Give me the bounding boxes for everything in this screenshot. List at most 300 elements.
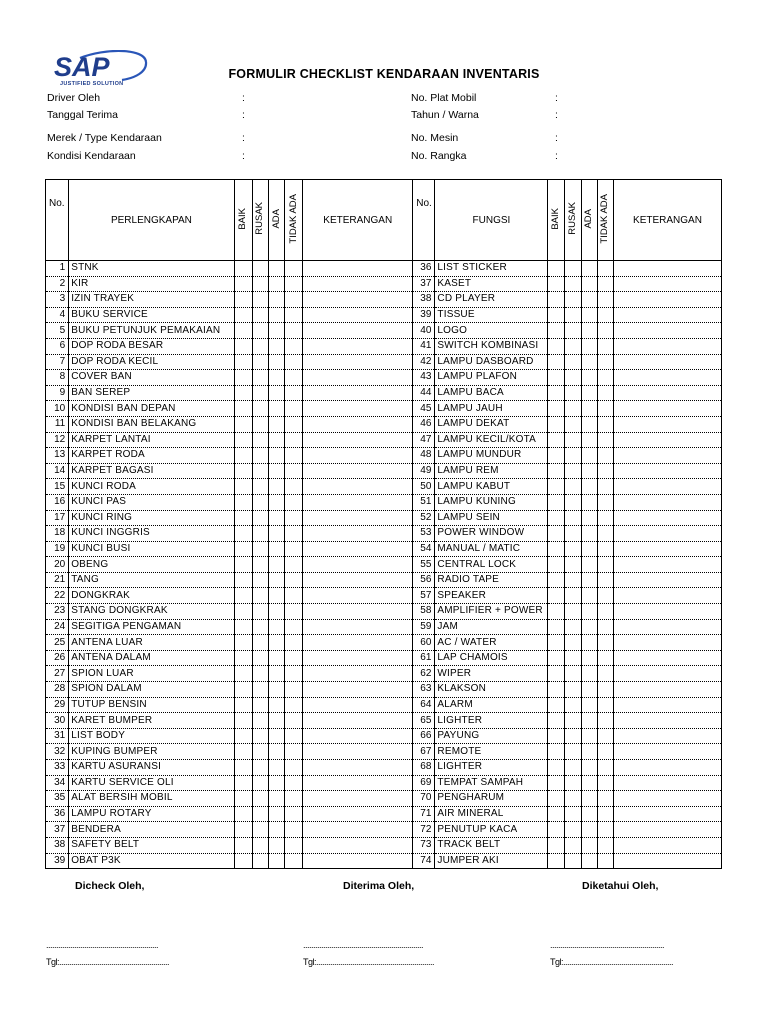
rusak-cell-left[interactable] xyxy=(252,853,268,869)
rusak-cell-left[interactable] xyxy=(252,682,268,698)
ada-cell-left[interactable] xyxy=(268,385,284,401)
keterangan-cell-right[interactable] xyxy=(613,338,721,354)
rusak-cell-left[interactable] xyxy=(252,510,268,526)
baik-cell-right[interactable] xyxy=(548,401,564,417)
tidak-ada-cell-left[interactable] xyxy=(285,541,303,557)
keterangan-cell-right[interactable] xyxy=(613,682,721,698)
tidak-ada-cell-right[interactable] xyxy=(597,354,613,370)
baik-cell-right[interactable] xyxy=(548,276,564,292)
keterangan-cell-right[interactable] xyxy=(613,541,721,557)
tidak-ada-cell-left[interactable] xyxy=(285,416,303,432)
keterangan-cell-left[interactable] xyxy=(303,338,413,354)
ada-cell-right[interactable] xyxy=(581,650,597,666)
baik-cell-left[interactable] xyxy=(234,448,252,464)
keterangan-cell-left[interactable] xyxy=(303,775,413,791)
keterangan-cell-right[interactable] xyxy=(613,837,721,853)
keterangan-cell-left[interactable] xyxy=(303,557,413,573)
rusak-cell-left[interactable] xyxy=(252,432,268,448)
rusak-cell-left[interactable] xyxy=(252,479,268,495)
rusak-cell-left[interactable] xyxy=(252,728,268,744)
baik-cell-right[interactable] xyxy=(548,760,564,776)
ada-cell-left[interactable] xyxy=(268,760,284,776)
baik-cell-right[interactable] xyxy=(548,479,564,495)
rusak-cell-right[interactable] xyxy=(564,728,581,744)
ada-cell-left[interactable] xyxy=(268,822,284,838)
ada-cell-right[interactable] xyxy=(581,619,597,635)
baik-cell-right[interactable] xyxy=(548,666,564,682)
keterangan-cell-right[interactable] xyxy=(613,713,721,729)
baik-cell-left[interactable] xyxy=(234,806,252,822)
keterangan-cell-right[interactable] xyxy=(613,370,721,386)
ada-cell-left[interactable] xyxy=(268,541,284,557)
ada-cell-right[interactable] xyxy=(581,744,597,760)
rusak-cell-right[interactable] xyxy=(564,557,581,573)
baik-cell-right[interactable] xyxy=(548,619,564,635)
keterangan-cell-left[interactable] xyxy=(303,744,413,760)
rusak-cell-left[interactable] xyxy=(252,416,268,432)
ada-cell-left[interactable] xyxy=(268,619,284,635)
ada-cell-right[interactable] xyxy=(581,276,597,292)
keterangan-cell-left[interactable] xyxy=(303,728,413,744)
tidak-ada-cell-right[interactable] xyxy=(597,588,613,604)
keterangan-cell-left[interactable] xyxy=(303,650,413,666)
tidak-ada-cell-right[interactable] xyxy=(597,292,613,308)
keterangan-cell-left[interactable] xyxy=(303,541,413,557)
tidak-ada-cell-left[interactable] xyxy=(285,728,303,744)
ada-cell-left[interactable] xyxy=(268,713,284,729)
rusak-cell-left[interactable] xyxy=(252,307,268,323)
ada-cell-left[interactable] xyxy=(268,635,284,651)
rusak-cell-left[interactable] xyxy=(252,806,268,822)
tidak-ada-cell-right[interactable] xyxy=(597,338,613,354)
ada-cell-right[interactable] xyxy=(581,510,597,526)
baik-cell-left[interactable] xyxy=(234,323,252,339)
baik-cell-right[interactable] xyxy=(548,713,564,729)
tidak-ada-cell-right[interactable] xyxy=(597,650,613,666)
rusak-cell-left[interactable] xyxy=(252,572,268,588)
tidak-ada-cell-right[interactable] xyxy=(597,385,613,401)
tidak-ada-cell-left[interactable] xyxy=(285,261,303,277)
keterangan-cell-right[interactable] xyxy=(613,416,721,432)
baik-cell-right[interactable] xyxy=(548,650,564,666)
rusak-cell-right[interactable] xyxy=(564,479,581,495)
tidak-ada-cell-right[interactable] xyxy=(597,713,613,729)
rusak-cell-right[interactable] xyxy=(564,385,581,401)
ada-cell-right[interactable] xyxy=(581,370,597,386)
baik-cell-right[interactable] xyxy=(548,463,564,479)
tidak-ada-cell-left[interactable] xyxy=(285,853,303,869)
baik-cell-right[interactable] xyxy=(548,697,564,713)
baik-cell-left[interactable] xyxy=(234,697,252,713)
rusak-cell-right[interactable] xyxy=(564,775,581,791)
ada-cell-left[interactable] xyxy=(268,791,284,807)
tidak-ada-cell-right[interactable] xyxy=(597,479,613,495)
baik-cell-left[interactable] xyxy=(234,307,252,323)
ada-cell-right[interactable] xyxy=(581,401,597,417)
tidak-ada-cell-left[interactable] xyxy=(285,494,303,510)
rusak-cell-left[interactable] xyxy=(252,822,268,838)
baik-cell-left[interactable] xyxy=(234,385,252,401)
ada-cell-right[interactable] xyxy=(581,448,597,464)
tidak-ada-cell-right[interactable] xyxy=(597,666,613,682)
tidak-ada-cell-right[interactable] xyxy=(597,494,613,510)
ada-cell-left[interactable] xyxy=(268,416,284,432)
baik-cell-left[interactable] xyxy=(234,853,252,869)
ada-cell-left[interactable] xyxy=(268,338,284,354)
rusak-cell-right[interactable] xyxy=(564,261,581,277)
tidak-ada-cell-left[interactable] xyxy=(285,385,303,401)
rusak-cell-left[interactable] xyxy=(252,323,268,339)
ada-cell-left[interactable] xyxy=(268,370,284,386)
tidak-ada-cell-right[interactable] xyxy=(597,541,613,557)
tidak-ada-cell-right[interactable] xyxy=(597,432,613,448)
baik-cell-right[interactable] xyxy=(548,292,564,308)
rusak-cell-right[interactable] xyxy=(564,744,581,760)
ada-cell-right[interactable] xyxy=(581,853,597,869)
tidak-ada-cell-left[interactable] xyxy=(285,744,303,760)
keterangan-cell-left[interactable] xyxy=(303,682,413,698)
ada-cell-right[interactable] xyxy=(581,760,597,776)
rusak-cell-right[interactable] xyxy=(564,791,581,807)
tidak-ada-cell-left[interactable] xyxy=(285,619,303,635)
tidak-ada-cell-right[interactable] xyxy=(597,323,613,339)
rusak-cell-right[interactable] xyxy=(564,338,581,354)
keterangan-cell-left[interactable] xyxy=(303,432,413,448)
keterangan-cell-left[interactable] xyxy=(303,853,413,869)
keterangan-cell-right[interactable] xyxy=(613,448,721,464)
baik-cell-right[interactable] xyxy=(548,837,564,853)
rusak-cell-right[interactable] xyxy=(564,526,581,542)
keterangan-cell-left[interactable] xyxy=(303,822,413,838)
baik-cell-left[interactable] xyxy=(234,604,252,620)
baik-cell-left[interactable] xyxy=(234,572,252,588)
baik-cell-left[interactable] xyxy=(234,666,252,682)
tidak-ada-cell-left[interactable] xyxy=(285,791,303,807)
ada-cell-left[interactable] xyxy=(268,463,284,479)
diterima-date-line[interactable]: Tgl:........................................................... xyxy=(303,957,435,967)
rusak-cell-right[interactable] xyxy=(564,448,581,464)
rusak-cell-right[interactable] xyxy=(564,401,581,417)
keterangan-cell-left[interactable] xyxy=(303,323,413,339)
rusak-cell-right[interactable] xyxy=(564,541,581,557)
baik-cell-left[interactable] xyxy=(234,588,252,604)
tidak-ada-cell-right[interactable] xyxy=(597,448,613,464)
ada-cell-left[interactable] xyxy=(268,354,284,370)
baik-cell-left[interactable] xyxy=(234,526,252,542)
keterangan-cell-left[interactable] xyxy=(303,635,413,651)
rusak-cell-left[interactable] xyxy=(252,526,268,542)
tidak-ada-cell-right[interactable] xyxy=(597,526,613,542)
rusak-cell-left[interactable] xyxy=(252,619,268,635)
rusak-cell-right[interactable] xyxy=(564,370,581,386)
baik-cell-left[interactable] xyxy=(234,635,252,651)
keterangan-cell-left[interactable] xyxy=(303,510,413,526)
ada-cell-right[interactable] xyxy=(581,604,597,620)
tidak-ada-cell-left[interactable] xyxy=(285,837,303,853)
tidak-ada-cell-right[interactable] xyxy=(597,557,613,573)
tidak-ada-cell-left[interactable] xyxy=(285,463,303,479)
keterangan-cell-right[interactable] xyxy=(613,604,721,620)
tidak-ada-cell-right[interactable] xyxy=(597,806,613,822)
rusak-cell-right[interactable] xyxy=(564,650,581,666)
tidak-ada-cell-left[interactable] xyxy=(285,526,303,542)
rusak-cell-right[interactable] xyxy=(564,604,581,620)
tidak-ada-cell-right[interactable] xyxy=(597,744,613,760)
baik-cell-right[interactable] xyxy=(548,323,564,339)
ada-cell-left[interactable] xyxy=(268,806,284,822)
ada-cell-left[interactable] xyxy=(268,526,284,542)
keterangan-cell-right[interactable] xyxy=(613,261,721,277)
baik-cell-right[interactable] xyxy=(548,338,564,354)
baik-cell-right[interactable] xyxy=(548,635,564,651)
keterangan-cell-left[interactable] xyxy=(303,292,413,308)
ada-cell-left[interactable] xyxy=(268,557,284,573)
rusak-cell-right[interactable] xyxy=(564,619,581,635)
tidak-ada-cell-right[interactable] xyxy=(597,307,613,323)
ada-cell-right[interactable] xyxy=(581,463,597,479)
ada-cell-right[interactable] xyxy=(581,635,597,651)
ada-cell-right[interactable] xyxy=(581,557,597,573)
ada-cell-right[interactable] xyxy=(581,338,597,354)
tidak-ada-cell-right[interactable] xyxy=(597,728,613,744)
keterangan-cell-left[interactable] xyxy=(303,697,413,713)
baik-cell-right[interactable] xyxy=(548,385,564,401)
ada-cell-left[interactable] xyxy=(268,744,284,760)
diterima-signature-line[interactable]: ............................................................ xyxy=(303,940,424,950)
rusak-cell-left[interactable] xyxy=(252,760,268,776)
tidak-ada-cell-right[interactable] xyxy=(597,276,613,292)
ada-cell-left[interactable] xyxy=(268,261,284,277)
rusak-cell-right[interactable] xyxy=(564,572,581,588)
baik-cell-left[interactable] xyxy=(234,822,252,838)
baik-cell-right[interactable] xyxy=(548,853,564,869)
baik-cell-right[interactable] xyxy=(548,432,564,448)
tidak-ada-cell-left[interactable] xyxy=(285,775,303,791)
rusak-cell-right[interactable] xyxy=(564,276,581,292)
keterangan-cell-left[interactable] xyxy=(303,354,413,370)
ada-cell-left[interactable] xyxy=(268,479,284,495)
rusak-cell-right[interactable] xyxy=(564,432,581,448)
rusak-cell-left[interactable] xyxy=(252,401,268,417)
rusak-cell-left[interactable] xyxy=(252,261,268,277)
ada-cell-right[interactable] xyxy=(581,323,597,339)
keterangan-cell-right[interactable] xyxy=(613,697,721,713)
ada-cell-left[interactable] xyxy=(268,837,284,853)
keterangan-cell-right[interactable] xyxy=(613,526,721,542)
rusak-cell-left[interactable] xyxy=(252,448,268,464)
ada-cell-left[interactable] xyxy=(268,682,284,698)
baik-cell-right[interactable] xyxy=(548,526,564,542)
rusak-cell-left[interactable] xyxy=(252,713,268,729)
keterangan-cell-left[interactable] xyxy=(303,791,413,807)
baik-cell-right[interactable] xyxy=(548,261,564,277)
keterangan-cell-left[interactable] xyxy=(303,307,413,323)
tidak-ada-cell-right[interactable] xyxy=(597,760,613,776)
tidak-ada-cell-left[interactable] xyxy=(285,307,303,323)
ada-cell-left[interactable] xyxy=(268,323,284,339)
tidak-ada-cell-right[interactable] xyxy=(597,837,613,853)
keterangan-cell-right[interactable] xyxy=(613,494,721,510)
baik-cell-right[interactable] xyxy=(548,775,564,791)
tidak-ada-cell-left[interactable] xyxy=(285,650,303,666)
rusak-cell-right[interactable] xyxy=(564,837,581,853)
baik-cell-left[interactable] xyxy=(234,760,252,776)
baik-cell-left[interactable] xyxy=(234,416,252,432)
tidak-ada-cell-right[interactable] xyxy=(597,682,613,698)
dicheck-date-line[interactable]: Tgl:....................................................... xyxy=(46,957,170,967)
rusak-cell-left[interactable] xyxy=(252,385,268,401)
keterangan-cell-left[interactable] xyxy=(303,494,413,510)
ada-cell-left[interactable] xyxy=(268,448,284,464)
rusak-cell-right[interactable] xyxy=(564,635,581,651)
keterangan-cell-left[interactable] xyxy=(303,619,413,635)
keterangan-cell-right[interactable] xyxy=(613,775,721,791)
rusak-cell-left[interactable] xyxy=(252,354,268,370)
ada-cell-right[interactable] xyxy=(581,432,597,448)
baik-cell-left[interactable] xyxy=(234,479,252,495)
keterangan-cell-right[interactable] xyxy=(613,666,721,682)
ada-cell-left[interactable] xyxy=(268,588,284,604)
keterangan-cell-left[interactable] xyxy=(303,401,413,417)
baik-cell-left[interactable] xyxy=(234,338,252,354)
tidak-ada-cell-right[interactable] xyxy=(597,572,613,588)
keterangan-cell-right[interactable] xyxy=(613,635,721,651)
keterangan-cell-left[interactable] xyxy=(303,370,413,386)
baik-cell-right[interactable] xyxy=(548,448,564,464)
keterangan-cell-right[interactable] xyxy=(613,292,721,308)
tidak-ada-cell-left[interactable] xyxy=(285,760,303,776)
keterangan-cell-right[interactable] xyxy=(613,760,721,776)
keterangan-cell-right[interactable] xyxy=(613,791,721,807)
baik-cell-left[interactable] xyxy=(234,261,252,277)
keterangan-cell-left[interactable] xyxy=(303,448,413,464)
rusak-cell-right[interactable] xyxy=(564,760,581,776)
rusak-cell-right[interactable] xyxy=(564,713,581,729)
keterangan-cell-right[interactable] xyxy=(613,479,721,495)
ada-cell-right[interactable] xyxy=(581,775,597,791)
baik-cell-left[interactable] xyxy=(234,276,252,292)
baik-cell-left[interactable] xyxy=(234,401,252,417)
ada-cell-right[interactable] xyxy=(581,822,597,838)
baik-cell-left[interactable] xyxy=(234,775,252,791)
ada-cell-right[interactable] xyxy=(581,713,597,729)
baik-cell-left[interactable] xyxy=(234,494,252,510)
baik-cell-right[interactable] xyxy=(548,370,564,386)
keterangan-cell-right[interactable] xyxy=(613,510,721,526)
ada-cell-left[interactable] xyxy=(268,510,284,526)
keterangan-cell-left[interactable] xyxy=(303,463,413,479)
baik-cell-right[interactable] xyxy=(548,728,564,744)
keterangan-cell-left[interactable] xyxy=(303,416,413,432)
keterangan-cell-right[interactable] xyxy=(613,619,721,635)
ada-cell-left[interactable] xyxy=(268,276,284,292)
rusak-cell-left[interactable] xyxy=(252,775,268,791)
rusak-cell-right[interactable] xyxy=(564,463,581,479)
tidak-ada-cell-left[interactable] xyxy=(285,557,303,573)
ada-cell-left[interactable] xyxy=(268,307,284,323)
baik-cell-right[interactable] xyxy=(548,354,564,370)
keterangan-cell-left[interactable] xyxy=(303,806,413,822)
diketahui-date-line[interactable]: Tgl:....................................................... xyxy=(550,957,674,967)
rusak-cell-right[interactable] xyxy=(564,822,581,838)
rusak-cell-left[interactable] xyxy=(252,541,268,557)
ada-cell-right[interactable] xyxy=(581,806,597,822)
tidak-ada-cell-right[interactable] xyxy=(597,463,613,479)
baik-cell-right[interactable] xyxy=(548,604,564,620)
rusak-cell-left[interactable] xyxy=(252,744,268,760)
rusak-cell-right[interactable] xyxy=(564,697,581,713)
tidak-ada-cell-right[interactable] xyxy=(597,619,613,635)
rusak-cell-left[interactable] xyxy=(252,650,268,666)
ada-cell-right[interactable] xyxy=(581,526,597,542)
keterangan-cell-right[interactable] xyxy=(613,650,721,666)
baik-cell-left[interactable] xyxy=(234,619,252,635)
baik-cell-left[interactable] xyxy=(234,837,252,853)
baik-cell-left[interactable] xyxy=(234,791,252,807)
tidak-ada-cell-left[interactable] xyxy=(285,323,303,339)
baik-cell-left[interactable] xyxy=(234,432,252,448)
rusak-cell-left[interactable] xyxy=(252,276,268,292)
baik-cell-right[interactable] xyxy=(548,557,564,573)
ada-cell-right[interactable] xyxy=(581,697,597,713)
tidak-ada-cell-left[interactable] xyxy=(285,510,303,526)
ada-cell-right[interactable] xyxy=(581,292,597,308)
baik-cell-left[interactable] xyxy=(234,557,252,573)
ada-cell-right[interactable] xyxy=(581,541,597,557)
keterangan-cell-left[interactable] xyxy=(303,604,413,620)
tidak-ada-cell-right[interactable] xyxy=(597,775,613,791)
tidak-ada-cell-left[interactable] xyxy=(285,682,303,698)
diketahui-signature-line[interactable]: ......................................................... xyxy=(550,940,665,950)
rusak-cell-right[interactable] xyxy=(564,588,581,604)
keterangan-cell-right[interactable] xyxy=(613,588,721,604)
keterangan-cell-right[interactable] xyxy=(613,432,721,448)
ada-cell-left[interactable] xyxy=(268,775,284,791)
tidak-ada-cell-right[interactable] xyxy=(597,853,613,869)
ada-cell-left[interactable] xyxy=(268,401,284,417)
tidak-ada-cell-right[interactable] xyxy=(597,791,613,807)
rusak-cell-right[interactable] xyxy=(564,666,581,682)
keterangan-cell-right[interactable] xyxy=(613,307,721,323)
rusak-cell-right[interactable] xyxy=(564,416,581,432)
tidak-ada-cell-left[interactable] xyxy=(285,572,303,588)
rusak-cell-right[interactable] xyxy=(564,323,581,339)
tidak-ada-cell-left[interactable] xyxy=(285,822,303,838)
keterangan-cell-left[interactable] xyxy=(303,261,413,277)
keterangan-cell-left[interactable] xyxy=(303,479,413,495)
keterangan-cell-right[interactable] xyxy=(613,728,721,744)
rusak-cell-right[interactable] xyxy=(564,682,581,698)
rusak-cell-left[interactable] xyxy=(252,292,268,308)
tidak-ada-cell-left[interactable] xyxy=(285,806,303,822)
keterangan-cell-right[interactable] xyxy=(613,463,721,479)
tidak-ada-cell-left[interactable] xyxy=(285,448,303,464)
tidak-ada-cell-left[interactable] xyxy=(285,697,303,713)
baik-cell-left[interactable] xyxy=(234,682,252,698)
ada-cell-left[interactable] xyxy=(268,494,284,510)
ada-cell-left[interactable] xyxy=(268,650,284,666)
baik-cell-right[interactable] xyxy=(548,416,564,432)
keterangan-cell-right[interactable] xyxy=(613,853,721,869)
rusak-cell-right[interactable] xyxy=(564,853,581,869)
tidak-ada-cell-left[interactable] xyxy=(285,666,303,682)
ada-cell-right[interactable] xyxy=(581,682,597,698)
tidak-ada-cell-left[interactable] xyxy=(285,604,303,620)
keterangan-cell-right[interactable] xyxy=(613,557,721,573)
rusak-cell-left[interactable] xyxy=(252,604,268,620)
tidak-ada-cell-right[interactable] xyxy=(597,416,613,432)
rusak-cell-left[interactable] xyxy=(252,494,268,510)
